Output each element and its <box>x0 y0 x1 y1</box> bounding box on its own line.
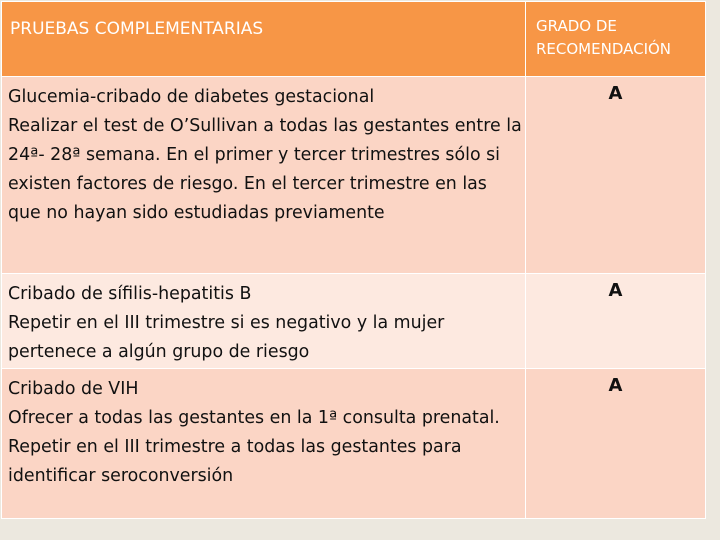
table-row <box>2 369 706 519</box>
table-row <box>2 77 706 274</box>
grade-cell <box>526 369 706 519</box>
grade-cell <box>526 77 706 274</box>
test-title: Glucemia-cribado de diabetes gestacional <box>8 87 375 107</box>
test-description: Ofrecer a todas las gestantes en la 1ª consulta prenatal. Repetir en el III trimestre a todas las gestantes para identificar seroconversión <box>8 408 500 486</box>
test-title: Cribado de sífilis-hepatitis B <box>8 284 252 304</box>
header-pruebas-label: PRUEBAS COMPLEMENTARIAS <box>10 19 264 39</box>
header-pruebas <box>2 2 526 77</box>
test-description: Realizar el test de O’Sullivan a todas las gestantes entre la 24ª- 28ª semana. En el primer y tercer trimestres sólo si existen factores de riesgo. En el tercer trimestre en las que no hayan sido estudiadas previamente <box>8 116 522 223</box>
grade-value: A <box>608 83 623 104</box>
table-row <box>2 274 706 369</box>
test-cell <box>2 369 526 519</box>
table-header-row <box>2 2 706 77</box>
test-title: Cribado de VIH <box>8 379 139 399</box>
header-grado <box>526 2 706 77</box>
header-grado-label: GRADO DE RECOMENDACIÓN <box>536 17 672 58</box>
test-description: Repetir en el III trimestre si es negativo y la mujer pertenece a algún grupo de riesgo <box>8 313 445 362</box>
test-cell <box>2 77 526 274</box>
grade-value: A <box>608 375 623 396</box>
test-cell <box>2 274 526 369</box>
grade-value: A <box>608 280 623 301</box>
recommendations-table <box>1 1 706 519</box>
grade-cell <box>526 274 706 369</box>
